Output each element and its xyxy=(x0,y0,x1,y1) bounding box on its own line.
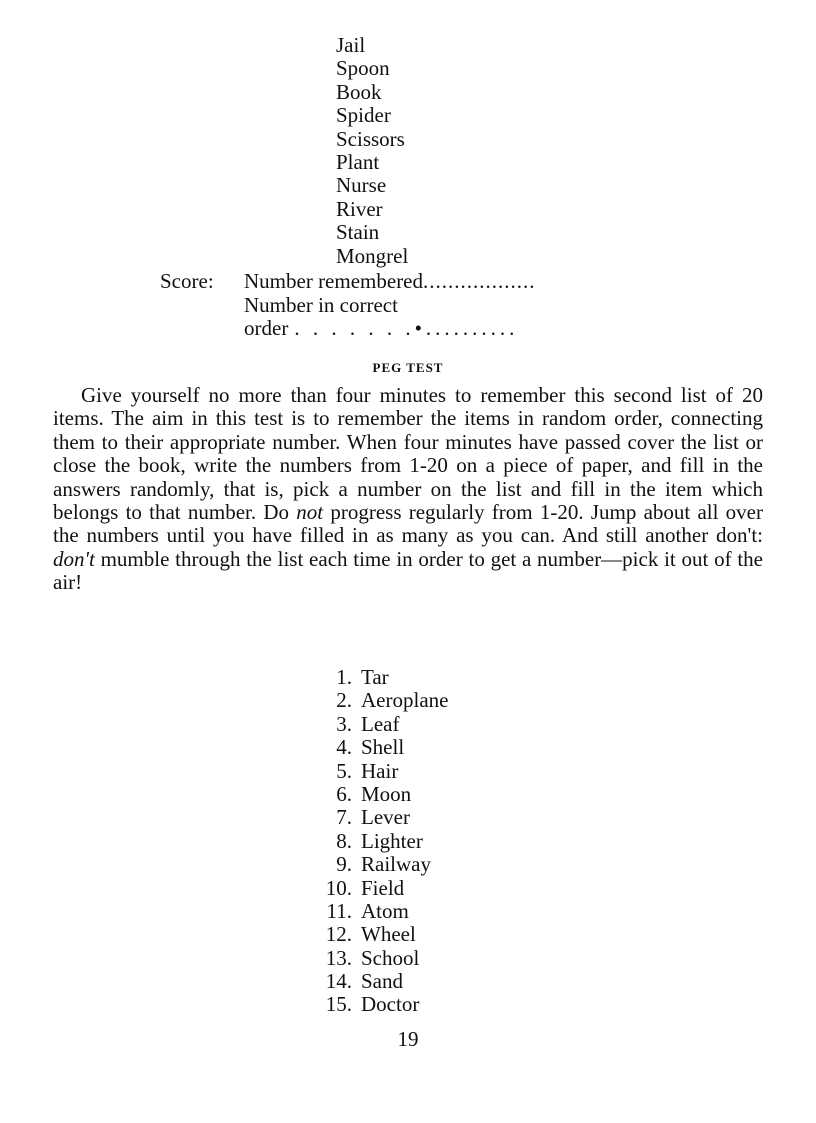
item-word: Aeroplane xyxy=(361,688,449,713)
list-item xyxy=(310,947,448,970)
item-word: Shell xyxy=(361,735,405,760)
item-word: Doctor xyxy=(361,992,420,1017)
paragraph-emphasis-not: not xyxy=(296,500,324,525)
list-item xyxy=(310,689,448,712)
word-list xyxy=(336,34,408,268)
paragraph-text-1: Give yourself no more than four minutes to remember this second list of 20 items. The aim in this test is to remember the items in random order, connecting them to their appropriate number. When four minutes have passed cover the list or close the book, write the numbers from 1-20 on a piece of paper, and fill in the answers randomly, that is, pick a number on the list and fill in the item which belongs to that number. Do xyxy=(53,383,763,525)
score-label: Score: xyxy=(160,269,214,293)
score-remembered-label: Number remembered xyxy=(244,269,424,293)
list-item xyxy=(310,736,448,759)
item-number: 4. xyxy=(336,735,352,760)
item-number: 3. xyxy=(336,711,352,736)
item-number: 1. xyxy=(336,665,352,689)
list-item xyxy=(310,666,448,689)
item-number: 8. xyxy=(336,828,352,853)
score-remembered-dots: .................. xyxy=(423,269,536,293)
list-item: Book xyxy=(336,79,382,104)
item-number: 2. xyxy=(336,688,352,713)
paragraph-emphasis-dont: don't xyxy=(53,546,95,571)
item-number: 10. xyxy=(325,875,352,900)
item-number: 12. xyxy=(325,922,352,947)
instructions-paragraph xyxy=(53,384,763,595)
item-number: 9. xyxy=(336,852,352,877)
peg-list xyxy=(310,666,448,1017)
item-word: Wheel xyxy=(361,922,416,947)
item-word: Sand xyxy=(361,969,403,994)
list-item xyxy=(310,806,448,829)
score-order-label: order xyxy=(244,316,289,340)
list-item: Nurse xyxy=(336,173,387,198)
list-item xyxy=(310,783,448,806)
list-item: Jail xyxy=(336,33,366,57)
item-number: 5. xyxy=(336,758,352,783)
item-number: 13. xyxy=(325,945,352,970)
item-number: 11. xyxy=(326,898,352,923)
list-item xyxy=(310,993,448,1016)
score-order xyxy=(244,317,518,341)
list-item xyxy=(310,853,448,876)
item-word: Moon xyxy=(361,781,412,806)
list-item: Mongrel xyxy=(336,243,409,268)
list-item xyxy=(310,900,448,923)
list-item xyxy=(310,970,448,993)
list-item xyxy=(310,830,448,853)
item-number: 7. xyxy=(336,805,352,830)
item-word: Hair xyxy=(361,758,399,783)
list-item: Plant xyxy=(336,150,380,175)
list-item: Scissors xyxy=(336,126,405,151)
list-item: Spider xyxy=(336,103,391,128)
item-word: Tar xyxy=(361,665,389,689)
item-number: 14. xyxy=(325,969,352,994)
section-heading: PEG TEST xyxy=(372,360,444,375)
list-item xyxy=(310,923,448,946)
page-number: 19 xyxy=(397,1027,419,1051)
score-order-dots: . . . . . . .•.......... xyxy=(294,316,519,340)
list-item: River xyxy=(336,196,383,221)
list-item xyxy=(310,713,448,736)
paragraph-text-2: progress regularly from 1-20. Jump about all over the numbers until you have filled in as many as you can. And still another don't: xyxy=(53,500,764,548)
list-item xyxy=(310,877,448,900)
score-correct-label: Number in correct xyxy=(244,292,398,317)
item-number: 15. xyxy=(325,992,352,1017)
paragraph-text-3: mumble through the list each time in order to get a number—pick it out of the air! xyxy=(53,546,763,595)
list-item xyxy=(310,760,448,783)
item-word: School xyxy=(361,945,420,970)
list-item: Spoon xyxy=(336,56,390,81)
list-item: Stain xyxy=(336,220,380,245)
score-remembered xyxy=(244,270,536,294)
item-word: Lever xyxy=(361,805,410,830)
item-word: Atom xyxy=(361,898,409,923)
item-word: Field xyxy=(361,875,405,900)
item-word: Lighter xyxy=(361,828,423,853)
item-number: 6. xyxy=(336,781,352,806)
item-word: Railway xyxy=(361,852,431,877)
item-word: Leaf xyxy=(361,711,400,736)
